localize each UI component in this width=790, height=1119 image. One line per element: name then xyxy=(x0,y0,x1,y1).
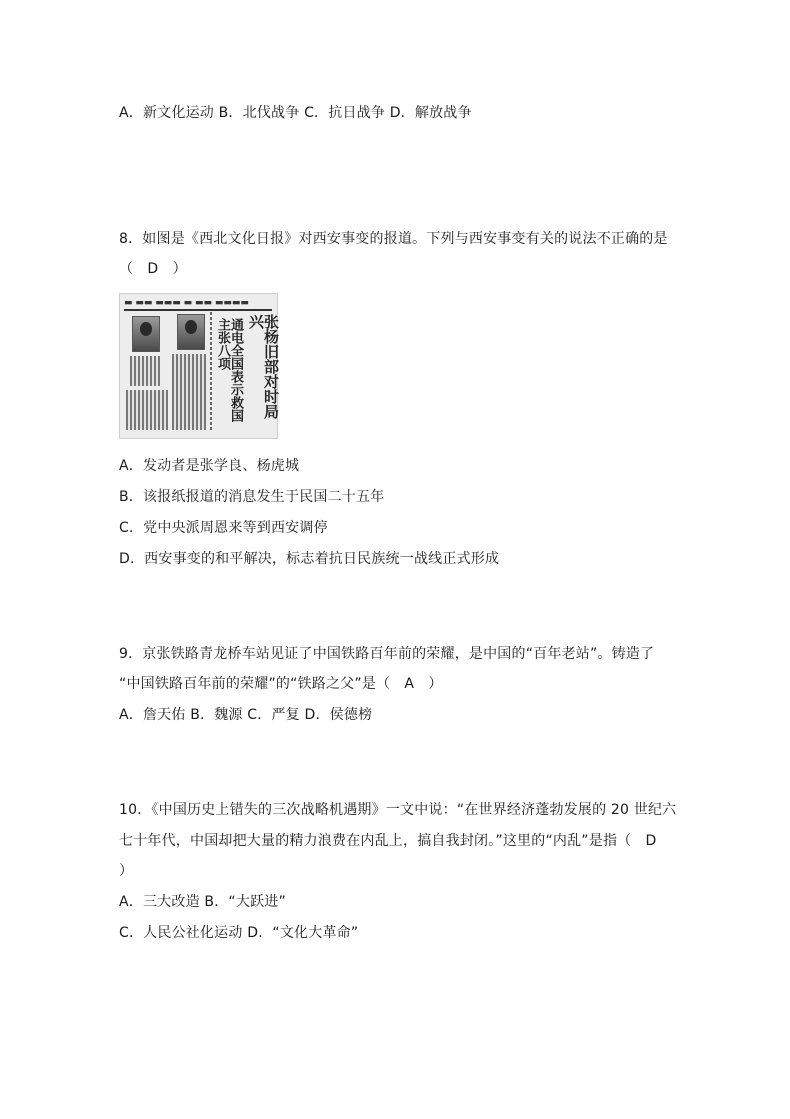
q9-stem-line2: “中国铁路百年前的荣耀”的“铁路之父”是（ A ） xyxy=(119,676,443,692)
q8-option-a: A．发动者是张学良、杨虎城 xyxy=(119,458,300,474)
newspaper-photo-right xyxy=(177,314,205,350)
q8-answer: （ D ） xyxy=(119,261,187,277)
newspaper-headline-1: 张杨旧部对时局兴 xyxy=(247,314,280,419)
q8-option-c: C．党中央派周恩来等到西安调停 xyxy=(119,520,328,536)
newspaper-photo-left xyxy=(132,316,160,352)
q8-stem: 8．如图是《西北文化日报》对西安事变的报道。下列与西安事变有关的说法不正确的是 xyxy=(119,231,668,247)
q8-option-b: B．该报纸报道的消息发生于民国二十五年 xyxy=(119,489,385,505)
newspaper-caption-block xyxy=(130,356,160,386)
q10-options-line2: C．人民公社化运动 D．“文化大革命” xyxy=(119,925,359,941)
newspaper-masthead: ▬ ▬▬ ▬▬▬ ▬ ▬▬ ▬▬▬▬ xyxy=(124,297,272,311)
newspaper-text-block xyxy=(126,390,168,430)
q10-stem-line1: 10．《中国历史上错失的三次战略机遇期》一文中说：“在世界经济蓬勃发展的 20 世纪六 xyxy=(119,802,677,818)
q10-stem-line3: ） xyxy=(119,863,134,879)
newspaper-divider xyxy=(210,312,212,432)
newspaper-lower-block xyxy=(172,354,206,430)
q9-stem-line1: 9．京张铁路青龙桥车站见证了中国铁路百年前的荣耀，是中国的“百年老站”。铸造了 xyxy=(119,646,655,662)
q9-options: A．詹天佑 B．魏源 C．严复 D．侯德榜 xyxy=(119,707,373,723)
q7-options: A．新文化运动 B．北伐战争 C．抗日战争 D．解放战争 xyxy=(119,105,472,121)
q10-options-line1: A．三大改造 B．“大跃进” xyxy=(119,894,286,910)
newspaper-image xyxy=(119,293,278,439)
q8-option-d: D．西安事变的和平解决，标志着抗日民族统一战线正式形成 xyxy=(119,551,500,567)
q10-stem-line2: 七十年代，中国却把大量的精力浪费在内乱上，搞自我封闭。”这里的“内乱”是指（ D xyxy=(119,833,657,849)
newspaper-headline-2: 通电全国表示救国主张八项 xyxy=(215,318,243,422)
